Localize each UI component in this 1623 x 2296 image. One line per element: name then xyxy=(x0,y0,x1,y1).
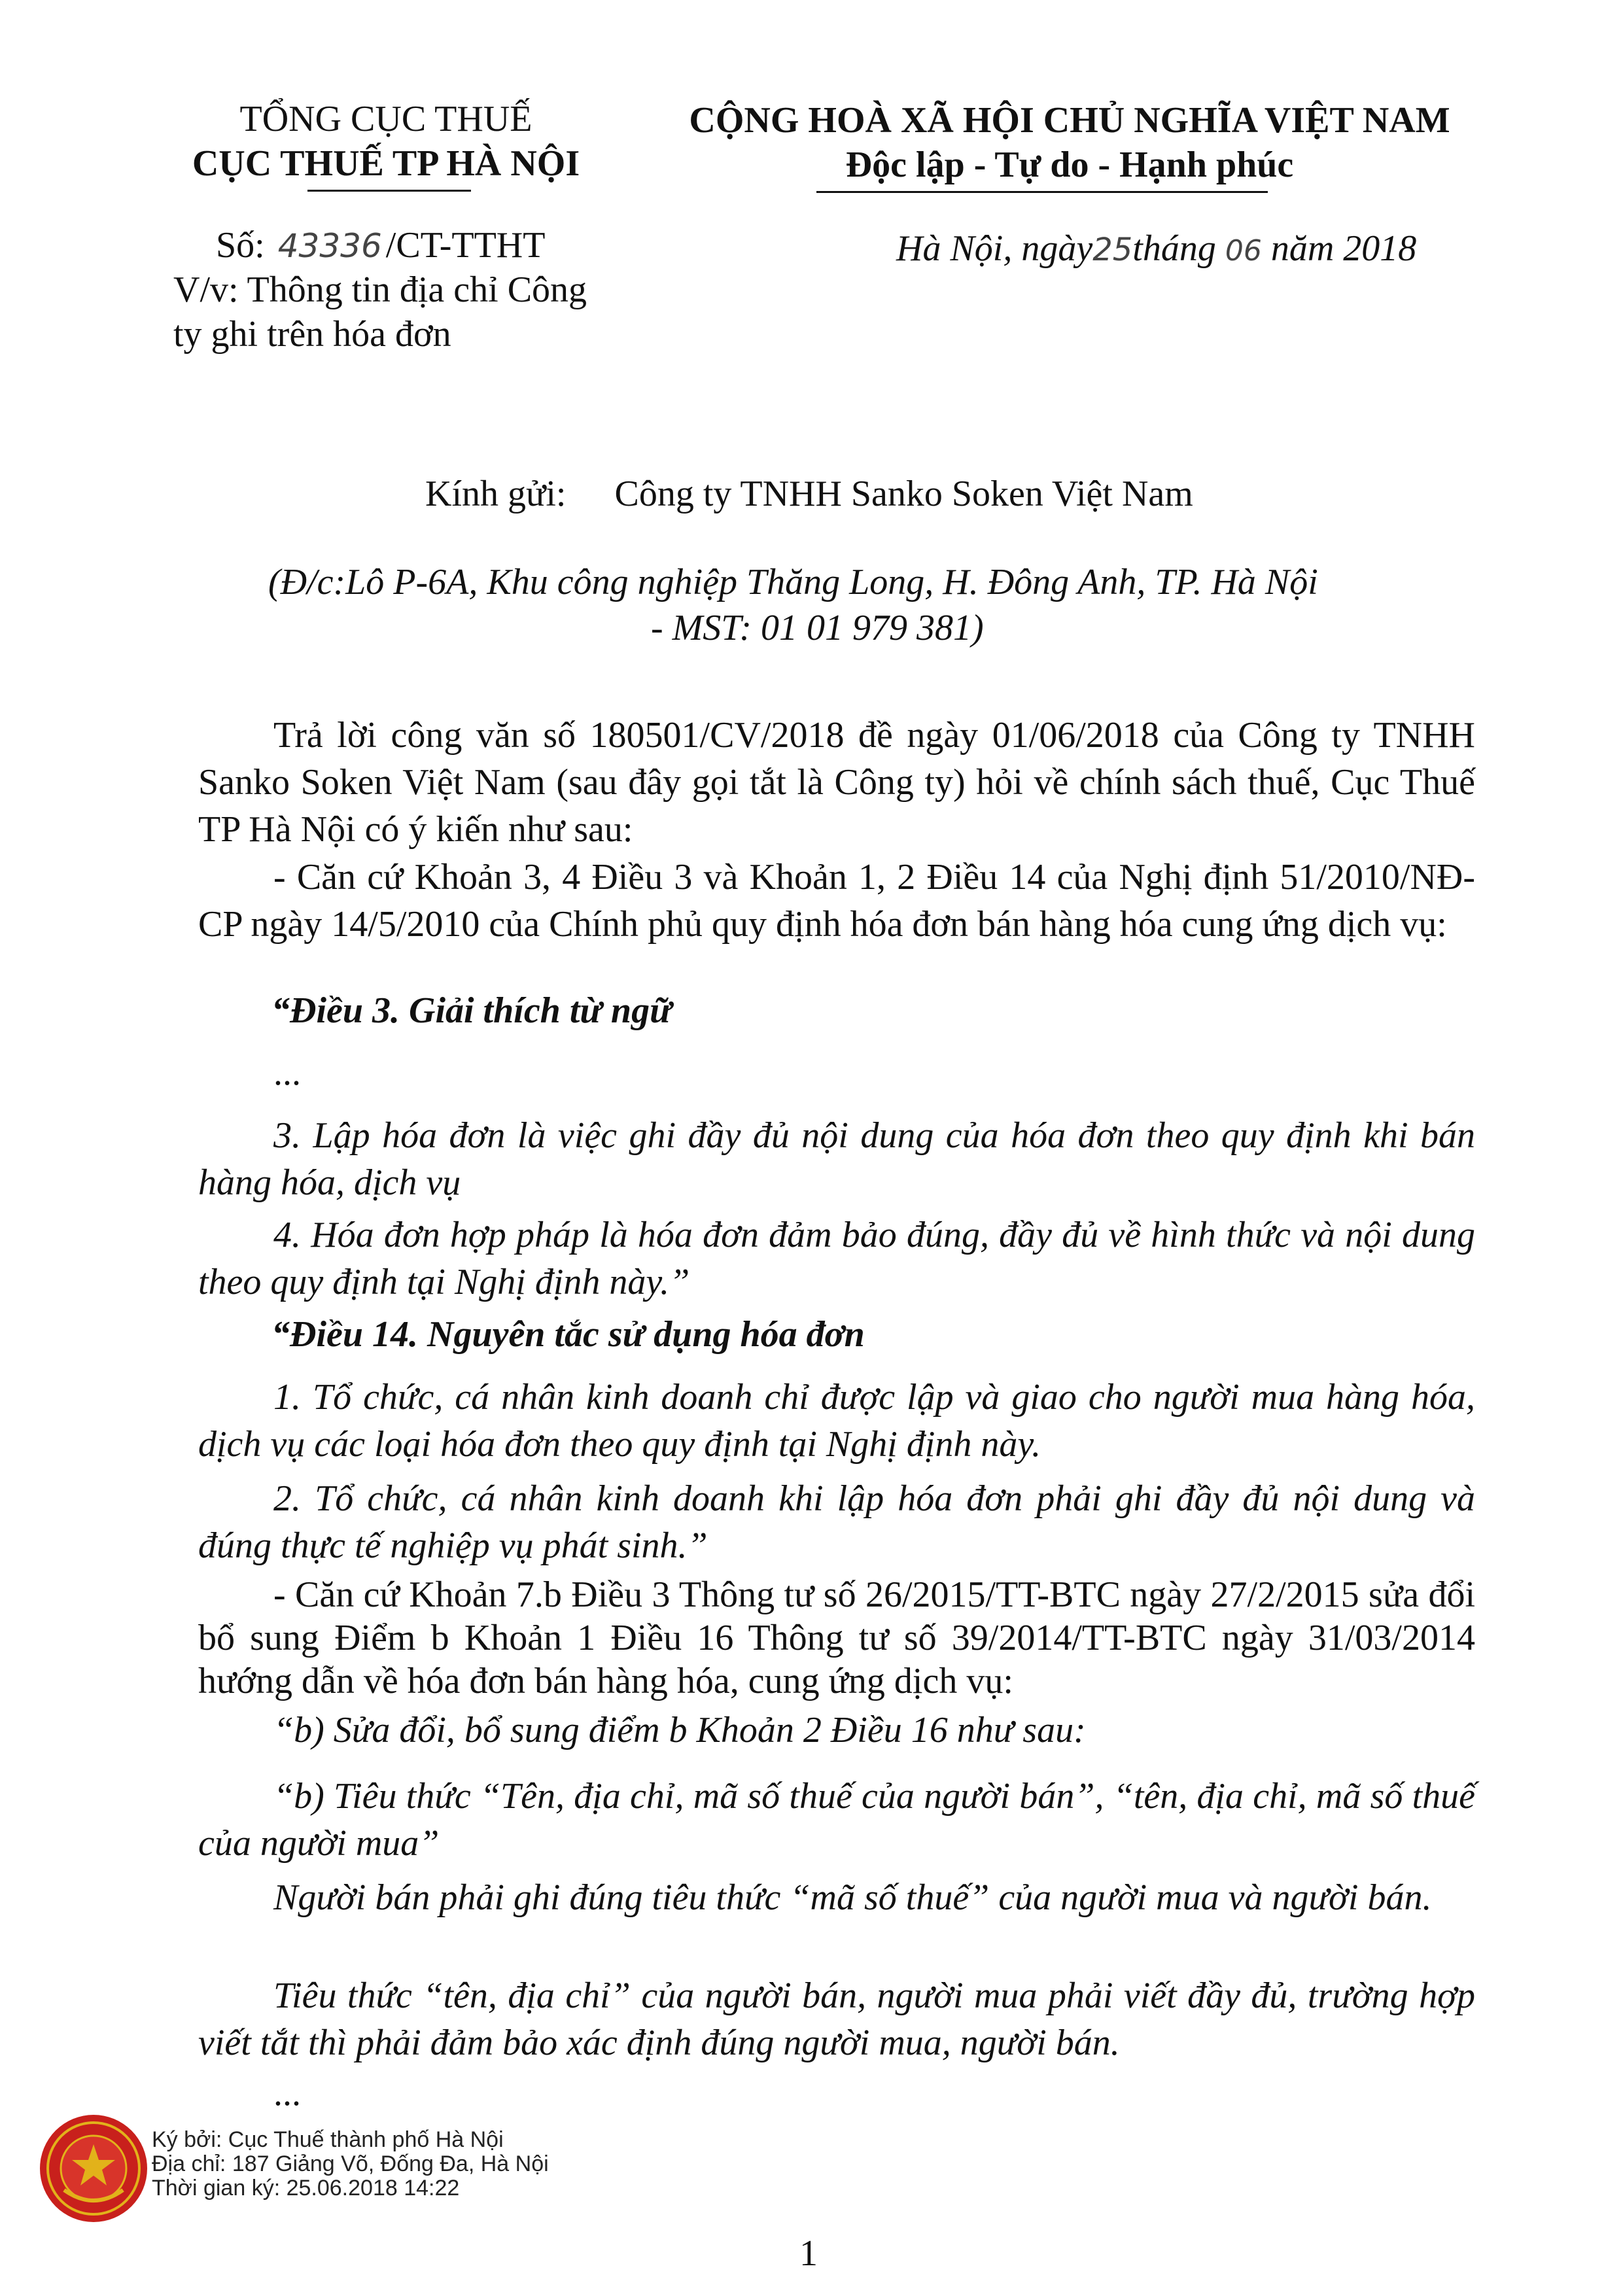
article-3-item-3: 3. Lập hóa đơn là việc ghi đầy đủ nội dung của hóa đơn theo quy định khi bán hàng hóa, dịch vụ xyxy=(198,1115,1475,1203)
signed-time: Thời gian ký: 25.06.2018 14:22 xyxy=(152,2176,460,2200)
quote-name-address: Tiêu thức “tên, địa chỉ” của người bán, người mua phải viết đầy đủ, trường hợp viết tắt thì phải đảm bảo xác định đúng người mua, người bán. xyxy=(198,1975,1475,2063)
amendment-point-b: “b) Sửa đổi, bổ sung điểm b Khoản 2 Điều 16 như sau: xyxy=(273,1710,1086,1750)
signer-address: Địa chỉ: 187 Giảng Võ, Đống Đa, Hà Nội xyxy=(152,2151,549,2176)
legal-basis-paragraph: - Căn cứ Khoản 3, 4 Điều 3 và Khoản 1, 2 Điều 14 của Nghị định 51/2010/NĐ-CP ngày 14/5/2010 của Chính phủ quy định hóa đơn bán hàng hóa cung ứng dịch vụ: xyxy=(198,857,1475,945)
addressee xyxy=(425,471,1193,517)
department-name: CỤC THUẾ TP HÀ NỘI xyxy=(192,143,580,184)
date-month: 06 xyxy=(1225,234,1262,268)
document-date xyxy=(896,226,1416,274)
national-motto: Độc lập - Tự do - Hạnh phúc xyxy=(845,145,1294,185)
circular-basis-paragraph: - Căn cứ Khoản 7.b Điều 3 Thông tư số 26/2015/TT-BTC ngày 27/2/2015 sửa đổi bổ sung Điểm b Khoản 1 Điều 16 Thông tư số 39/2014/TT-BTC ngày 31/03/2014 hướng dẫn về hóa đơn bán hàng hóa, cung ứng dịch vụ: xyxy=(198,1574,1475,1701)
article-14-item-1: 1. Tổ chức, cá nhân kinh doanh chỉ được lập và giao cho người mua hàng hóa, dịch vụ các loại hóa đơn theo quy định tại Nghị định này. xyxy=(198,1377,1475,1465)
ellipsis-end: ... xyxy=(273,2073,301,2113)
motto-underline xyxy=(816,191,1268,193)
addressee-name: Công ty TNHH Sanko Soken Việt Nam xyxy=(614,474,1193,514)
date-month-label: tháng xyxy=(1132,228,1216,269)
signed-by: Ký bởi: Cục Thuế thành phố Hà Nội xyxy=(152,2127,504,2152)
national-title: CỘNG HOÀ XÃ HỘI CHỦ NGHĨA VIỆT NAM xyxy=(689,100,1450,141)
document-number xyxy=(216,222,545,269)
addressee-address: (Đ/c:Lô P-6A, Khu công nghiệp Thăng Long, H. Đông Anh, TP. Hà Nội xyxy=(268,562,1318,602)
quote-seller-tax-code: Người bán phải ghi đúng tiêu thức “mã số thuế” của người mua và người bán. xyxy=(273,1877,1432,1918)
number-label: Số: xyxy=(216,225,265,266)
subject-line-1: V/v: Thông tin địa chỉ Công xyxy=(173,270,587,310)
article-3-item-4: 4. Hóa đơn hợp pháp là hóa đơn đảm bảo đúng, đầy đủ về hình thức và nội dung theo quy định tại Nghị định này.” xyxy=(198,1215,1475,1302)
handwritten-number: 43336 xyxy=(277,227,382,265)
seal-emblem-icon xyxy=(38,2113,149,2224)
date-year: năm 2018 xyxy=(1270,228,1417,269)
ellipsis: ... xyxy=(273,1052,301,1093)
addressee-tax-code: - MST: 01 01 979 381) xyxy=(651,608,984,648)
number-suffix: /CT-TTHT xyxy=(385,225,546,266)
quote-point-b: “b) Tiêu thức “Tên, địa chỉ, mã số thuế của người bán”, “tên, địa chỉ, mã số thuế của người mua” xyxy=(198,1776,1475,1864)
article-14-item-2: 2. Tổ chức, cá nhân kinh doanh khi lập hóa đơn phải ghi đầy đủ nội dung và đúng thực tế nghiệp vụ phát sinh.” xyxy=(198,1478,1475,1566)
article-14-title: “Điều 14. Nguyên tắc sử dụng hóa đơn xyxy=(271,1314,865,1355)
agency-name: TỔNG CỤC THUẾ xyxy=(239,99,532,139)
agency-underline xyxy=(307,190,471,192)
date-day: 25 xyxy=(1092,232,1133,268)
intro-paragraph: Trả lời công văn số 180501/CV/2018 đề ngày 01/06/2018 của Công ty TNHH Sanko Soken Việt Nam (sau đây gọi tắt là Công ty) hỏi về chính sách thuế, Cục Thuế TP Hà Nội có ý kiến như sau: xyxy=(198,715,1475,850)
article-3-title: “Điều 3. Giải thích từ ngữ xyxy=(271,990,672,1031)
addressee-label: Kính gửi: xyxy=(425,474,567,514)
subject-line-2: ty ghi trên hóa đơn xyxy=(173,314,451,355)
page-number: 1 xyxy=(799,2233,818,2274)
date-prefix: Hà Nội, ngày xyxy=(896,228,1093,269)
tax-department-seal xyxy=(38,2113,149,2224)
